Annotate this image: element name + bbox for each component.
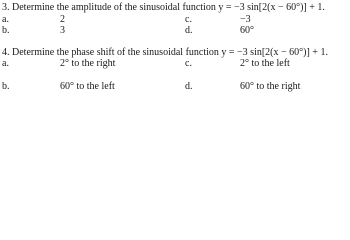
q4-option-c-letter: c. bbox=[185, 58, 192, 69]
q3-option-d-letter: d. bbox=[185, 25, 193, 36]
q3-option-c-value: −3 bbox=[240, 14, 251, 25]
q4-option-a-letter: a. bbox=[2, 58, 9, 69]
q3-option-a-value: 2 bbox=[60, 14, 65, 25]
q3-option-a-letter: a. bbox=[2, 14, 9, 25]
q4-option-d-value: 60° to the right bbox=[240, 81, 301, 92]
q4-option-b-letter: b. bbox=[2, 81, 10, 92]
question-4-prompt: 4. Determine the phase shift of the sinusoidal function y = −3 sin[2(x − 60°)] + 1. bbox=[2, 47, 328, 58]
q3-option-c-letter: c. bbox=[185, 14, 192, 25]
q3-option-b-letter: b. bbox=[2, 25, 10, 36]
q4-option-c-value: 2° to the left bbox=[240, 58, 290, 69]
q4-option-b-value: 60° to the left bbox=[60, 81, 115, 92]
q4-option-d-letter: d. bbox=[185, 81, 193, 92]
q4-option-a-value: 2° to the right bbox=[60, 58, 116, 69]
q3-option-d-value: 60° bbox=[240, 25, 254, 36]
question-3-prompt: 3. Determine the amplitude of the sinusoidal function y = −3 sin[2(x − 60°)] + 1. bbox=[2, 2, 325, 13]
q3-option-b-value: 3 bbox=[60, 25, 65, 36]
